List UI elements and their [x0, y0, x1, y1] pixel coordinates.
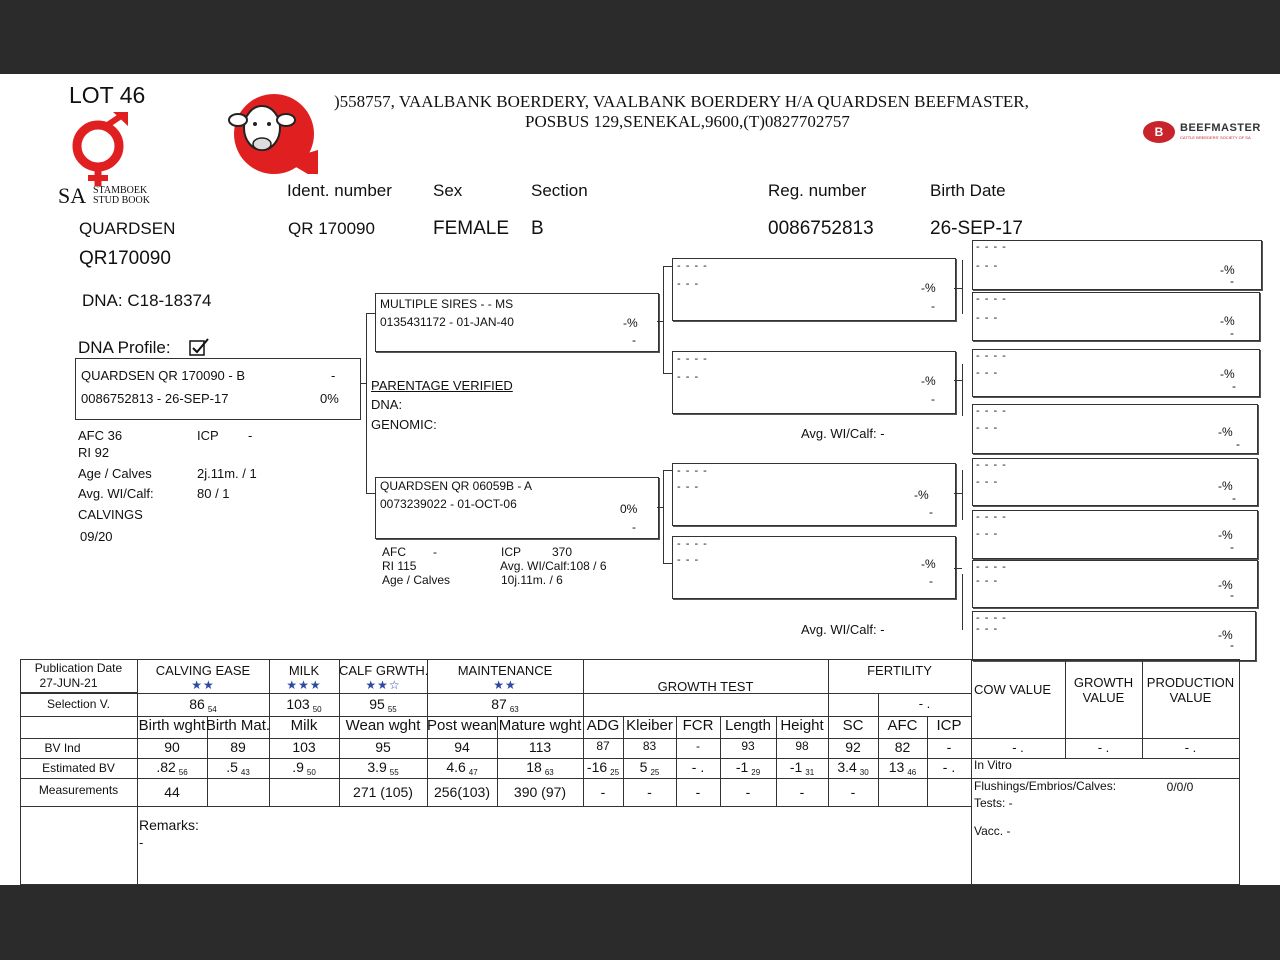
measurement-value: 256(103) [433, 784, 491, 800]
ggparent-8-box: - - - - - - - -% - [972, 611, 1256, 661]
dna-profile-label: DNA Profile: [78, 338, 171, 357]
measurement-value: 390 (97) [513, 784, 567, 800]
dam-afc-label: AFC [382, 545, 406, 559]
measurement-value: - [745, 784, 751, 800]
lot-number: LOT 46 [69, 82, 146, 108]
avg-wi-sire-side: Avg. WI/Calf: - [801, 426, 885, 441]
bv-value: 93 [741, 739, 755, 753]
ebv-value: 3.4 $_{30}$ [837, 759, 869, 777]
ggparent-4-box: - - - - - - - -% - [972, 404, 1258, 454]
bv-value: 113 [528, 739, 552, 755]
measurement-value: - [647, 784, 652, 800]
remarks-value: - [139, 835, 144, 850]
column-mature-wght: Mature wght [498, 717, 582, 734]
bv-value: 89 [230, 739, 246, 755]
column-birth-wght: Birth wght [138, 717, 206, 734]
remarks-cell [137, 806, 972, 885]
reg-label: Reg. number [768, 181, 867, 200]
dam-wi: Avg. WI/Calf:108 / 6 [500, 559, 607, 573]
breeder-line-1: )558757, VAALBANK BOERDERY, VAALBANK BOERDERY H/A QUARDSEN BEEFMASTER, [334, 92, 1029, 111]
fertility-sel-cell [828, 693, 879, 717]
ebv-value: -1 $_{29}$ [735, 759, 761, 777]
parentage-genomic: GENOMIC: [371, 417, 437, 432]
column-afc: AFC [887, 717, 918, 734]
dam-age: 10j.11m. / 6 [501, 573, 563, 587]
sire-pct: -% [623, 316, 638, 330]
sire-box [375, 293, 659, 352]
ident-label: Ident. number [287, 181, 392, 200]
granddam-1-box: - - - - - - - -% - [672, 351, 956, 414]
animal-prefix: QUARDSEN [79, 219, 176, 238]
animal-name: QR170090 [79, 248, 171, 269]
grandsire-2-box: - - - - - - - -% - [672, 463, 956, 526]
measurement-value: 44 [164, 784, 180, 800]
beefmaster-logo [1142, 120, 1274, 144]
ebv-label: Estimated BV [42, 761, 115, 775]
animal-box-pct: 0% [320, 391, 339, 406]
ebv-value: 13 $_{46}$ [888, 759, 917, 777]
selection-label: Selection V. [47, 697, 110, 711]
self-calvings-label: CALVINGS [78, 507, 143, 522]
ebv-value: 18 $_{63}$ [526, 759, 554, 777]
granddam-2-box: - - - - - - - -% - [672, 536, 956, 599]
self-ri: RI 92 [78, 445, 110, 460]
dam-name: QUARDSEN QR 06059B - A [380, 479, 533, 493]
ebv-value: 4.6 $_{47}$ [446, 759, 478, 777]
remarks-label: Remarks: [139, 817, 199, 833]
meas-cell [927, 778, 972, 807]
maintenance-header: MAINTENANCE [457, 663, 553, 678]
in-vitro-label: In Vitro [974, 758, 1012, 772]
ebv-value: -16 $_{25}$ [586, 759, 620, 777]
remarks-left-cell [20, 806, 138, 885]
dam-icp: 370 [552, 545, 573, 559]
breeder-line-2: POSBUS 129,SENEKAL,9600,(T)0827702757 [525, 112, 850, 131]
animal-box-line-1: QUARDSEN QR 170090 - B [81, 368, 246, 383]
beefmaster-name: BEEFMASTER [1180, 122, 1261, 134]
ebv-value: - . [691, 759, 705, 775]
parentage-verified: PARENTAGE VERIFIED [371, 378, 513, 393]
ggparent-2-box: - - - - - - - -% - [972, 292, 1260, 341]
ggparent-7-box: - - - - - - - -% - [972, 560, 1258, 608]
cow-value-header: COW VALUE [973, 682, 1052, 697]
dam-box [375, 477, 659, 539]
studbook-text: STAMBOEK STUD BOOK [93, 185, 150, 206]
ebv-value: - . [942, 759, 956, 775]
measurements-label: Measurements [38, 783, 119, 797]
ggparent-3-box: - - - - - - - -% - [972, 349, 1260, 397]
vacc-label: Vacc. - [974, 824, 1011, 838]
measurement-value: - [600, 784, 606, 800]
maintenance-stars: ★★ [493, 678, 517, 692]
measurement-value: - [695, 784, 701, 800]
avg-wi-dam-side: Avg. WI/Calf: - [801, 622, 885, 637]
dam-age-label: Age / Calves [382, 573, 451, 587]
column-wean-wght: Wean wght [345, 717, 421, 734]
column-length: Length [725, 717, 771, 734]
animal-box-dash: - [331, 368, 336, 383]
bv-value: - [946, 739, 952, 755]
dam-dash: - [632, 520, 636, 534]
column-adg: ADG [586, 717, 620, 734]
column-kleiber: Kleiber [626, 717, 673, 734]
reg-value: 0086752813 [768, 218, 874, 239]
bv-value: 83 [642, 739, 657, 753]
calving-ease-header: CALVING EASE [155, 663, 251, 678]
birth-value: 26-SEP-17 [930, 218, 1023, 239]
self-calvings: 09/20 [80, 529, 113, 544]
self-age-label: Age / Calves [78, 466, 152, 481]
beefmaster-tagline: CATTLE BREEDERS' SOCIETY OF SA [1180, 135, 1251, 140]
meas-cell [207, 778, 270, 807]
column-fcr: FCR [682, 717, 714, 734]
column-sc: SC [842, 717, 864, 734]
dam-icp-label: ICP [501, 545, 522, 559]
calving-ease-stars: ★★ [191, 678, 215, 692]
bv-value: 95 [375, 739, 391, 755]
publication-date: 27-JUN-21 [39, 676, 98, 690]
ggparent-6-box: - - - - - - - -% - [972, 510, 1258, 559]
ebv-value: 3.9 $_{55}$ [367, 759, 399, 777]
sex-value: FEMALE [433, 218, 510, 239]
publication-date-label: Publication Date [34, 661, 123, 675]
birth-label: Birth Date [930, 181, 1006, 200]
self-afc: AFC 36 [78, 428, 123, 443]
flushings-label: Flushings/Embrios/Calves: [974, 779, 1117, 793]
ggparent-5-box: - - - - - - - -% - [972, 458, 1258, 506]
measurement-value: - [850, 784, 856, 800]
dna-number: DNA: C18-18374 [82, 291, 212, 310]
meas-cell [878, 778, 928, 807]
column-milk: Milk [290, 717, 318, 734]
ebv-value: .9 $_{50}$ [292, 759, 316, 777]
dam-ri: RI 115 [382, 559, 417, 573]
bv-value: 98 [795, 739, 809, 753]
fertility-selection: - . [918, 696, 931, 711]
animal-box-line-2: 0086752813 - 26-SEP-17 [81, 391, 229, 406]
flushings-value: 0/0/0 [1166, 780, 1194, 794]
dam-pct: 0% [620, 502, 638, 516]
dna-profile-checkbox-icon [189, 338, 209, 356]
pedigree-certificate [0, 74, 1280, 885]
production-value-header: PRODUCTION VALUE [1146, 675, 1235, 705]
cow-value: - . [1012, 740, 1024, 755]
bv-value: - [696, 739, 700, 753]
calf-growth-stars: ★★☆ [365, 678, 401, 692]
dam-reg: 0073239022 - 01-OCT-06 [380, 497, 517, 511]
column-icp: ICP [936, 717, 962, 734]
meas-cell [269, 778, 340, 807]
ggparent-1-box: - - - - - - - -% - [972, 240, 1262, 290]
ebv-value: -1 $_{31}$ [789, 759, 815, 777]
studbook-sa: SA [58, 183, 87, 208]
ebv-value: 5 $_{25}$ [639, 759, 660, 777]
selection-value: 86 $_{54}$ [189, 696, 217, 714]
studbook-logo-icon [66, 112, 134, 192]
self-wi: 80 / 1 [197, 486, 230, 501]
svg-text:B: B [1154, 125, 1164, 139]
self-icp: - [248, 428, 253, 443]
ebv-value: .82 $_{56}$ [156, 759, 188, 777]
self-age: 2j.11m. / 1 [197, 466, 257, 481]
self-wi-label: Avg. WI/Calf: [78, 486, 154, 501]
parentage-dna: DNA: [371, 397, 403, 412]
milk-stars: ★★★ [286, 678, 322, 692]
self-icp-label: ICP [197, 428, 219, 443]
production-value: - . [1184, 740, 1197, 755]
bv-value: 94 [454, 739, 470, 755]
bv-label: BV Ind [44, 741, 81, 755]
dam-afc: - [433, 545, 437, 559]
column-post-wean: Post wean [426, 717, 498, 734]
sire-reg: 0135431172 - 01-JAN-40 [380, 315, 514, 329]
sire-name: MULTIPLE SIRES - - MS [380, 297, 514, 311]
section-value: B [531, 218, 544, 239]
growth-value-header: GROWTH VALUE [1073, 675, 1134, 705]
column-birth-mat-: Birth Mat. [205, 717, 271, 734]
selection-value: 103 $_{50}$ [286, 696, 322, 714]
sex-label: Sex [433, 181, 463, 200]
selection-value: 87 $_{63}$ [491, 696, 519, 714]
growth-value: - . [1097, 740, 1110, 755]
bv-value: 92 [845, 739, 861, 755]
calf-growth-header: CALF GRWTH. [339, 663, 429, 678]
beefmaster-badge-icon [1142, 120, 1176, 144]
measurement-value: 271 (105) [353, 784, 413, 800]
measurement-value: - [799, 784, 805, 800]
column-height: Height [780, 717, 824, 734]
bv-value: 90 [164, 739, 180, 755]
bv-value: 82 [894, 739, 911, 755]
selection-value: 95 $_{55}$ [369, 696, 397, 714]
ident-value: QR 170090 [288, 219, 375, 238]
bv-value: 87 [596, 739, 610, 753]
sire-dash: - [632, 333, 636, 347]
fertility-header: FERTILITY [867, 663, 932, 678]
section-label: Section [531, 181, 588, 200]
animal-box [75, 358, 361, 420]
growth-test-header: GROWTH TEST [657, 679, 754, 694]
bv-value: 103 [292, 739, 316, 755]
milk-header: MILK [288, 663, 320, 678]
ebv-value: .5 $_{43}$ [226, 759, 250, 777]
quardsen-bull-logo-icon [222, 90, 332, 190]
grandsire-1-box: - - - - - - - -% - [672, 258, 956, 321]
tests-label: Tests: - [974, 796, 1013, 810]
blank-cell [20, 716, 138, 739]
